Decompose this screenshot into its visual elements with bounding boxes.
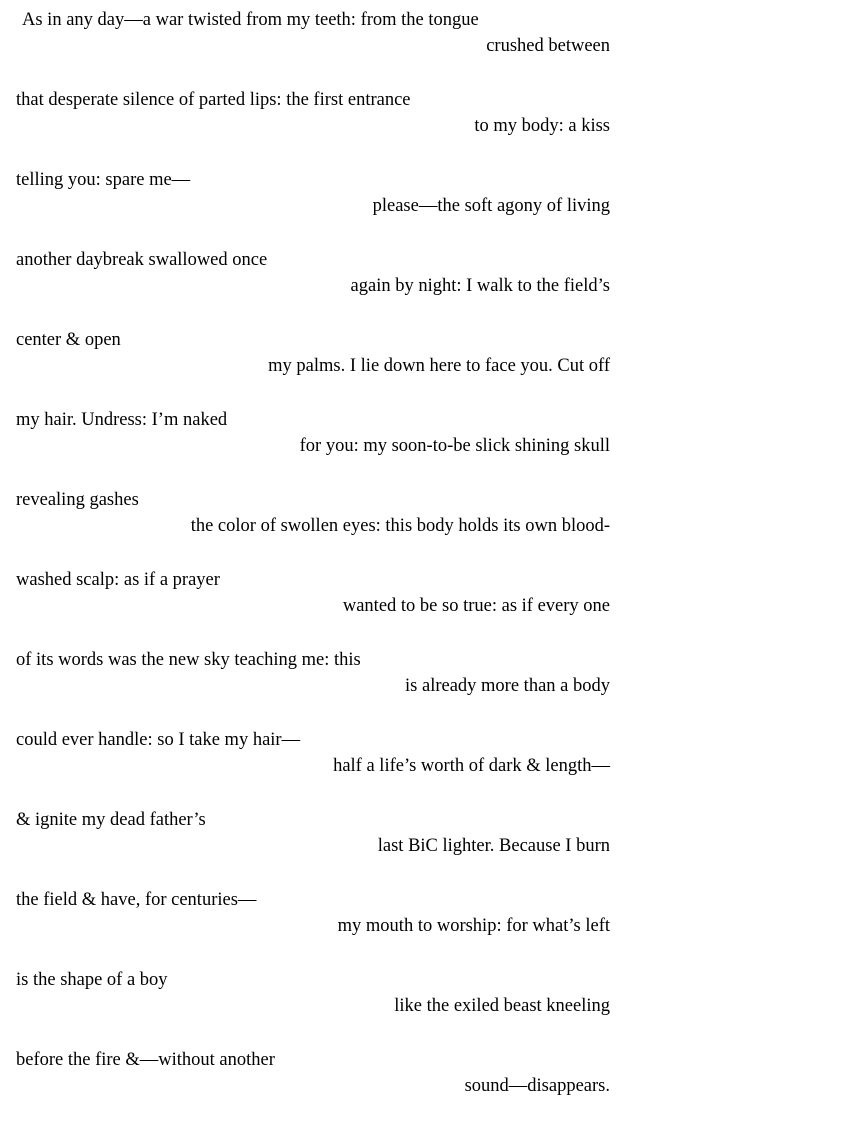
line-right: again by night: I walk to the field’s <box>350 276 610 296</box>
line-right: last BiC lighter. Because I burn <box>377 836 610 856</box>
line-left: is the shape of a boy <box>16 970 168 990</box>
line-right: my palms. I lie down here to face you. Cut off <box>268 356 610 376</box>
line-left: the field & have, for centuries— <box>16 890 257 910</box>
line-right: crushed between <box>486 36 610 56</box>
couplet-9 <box>16 647 610 727</box>
line-left: before the fire &—without another <box>16 1050 275 1070</box>
line-right: sound—disappears. <box>464 1076 610 1096</box>
line-left: could ever handle: so I take my hair— <box>16 730 301 750</box>
couplet-11 <box>16 807 610 887</box>
couplet-1 <box>16 7 610 87</box>
couplet-7 <box>16 487 610 567</box>
couplet-10 <box>16 727 610 807</box>
couplet-2 <box>16 87 610 167</box>
line-left: telling you: spare me— <box>16 170 191 190</box>
line-right: to my body: a kiss <box>474 116 610 136</box>
couplet-8 <box>16 567 610 647</box>
line-right: half a life’s worth of dark & length— <box>333 756 610 776</box>
line-right: like the exiled beast kneeling <box>394 996 610 1016</box>
line-right: for you: my soon-to-be slick shining skull <box>299 436 610 456</box>
couplet-3 <box>16 167 610 247</box>
line-left: As in any day—a war twisted from my teeth: from the tongue <box>22 10 479 30</box>
line-left: another daybreak swallowed once <box>16 250 268 270</box>
line-right: wanted to be so true: as if every one <box>342 596 610 616</box>
line-right: my mouth to worship: for what’s left <box>337 916 610 936</box>
line-right: please—the soft agony of living <box>372 196 610 216</box>
line-right: the color of swollen eyes: this body holds its own blood- <box>190 516 610 536</box>
line-left: & ignite my dead father’s <box>16 810 206 830</box>
line-right: is already more than a body <box>405 676 610 696</box>
poem <box>16 7 610 1127</box>
couplet-13 <box>16 967 610 1047</box>
line-left: washed scalp: as if a prayer <box>16 570 220 590</box>
line-left: that desperate silence of parted lips: the first entrance <box>16 90 411 110</box>
couplet-5 <box>16 327 610 407</box>
line-left: center & open <box>16 330 121 350</box>
couplet-12 <box>16 887 610 967</box>
line-left: my hair. Undress: I’m naked <box>16 410 228 430</box>
couplet-6 <box>16 407 610 487</box>
couplet-14 <box>16 1047 610 1127</box>
line-left: revealing gashes <box>16 490 139 510</box>
line-left: of its words was the new sky teaching me: this <box>16 650 361 670</box>
couplet-4 <box>16 247 610 327</box>
